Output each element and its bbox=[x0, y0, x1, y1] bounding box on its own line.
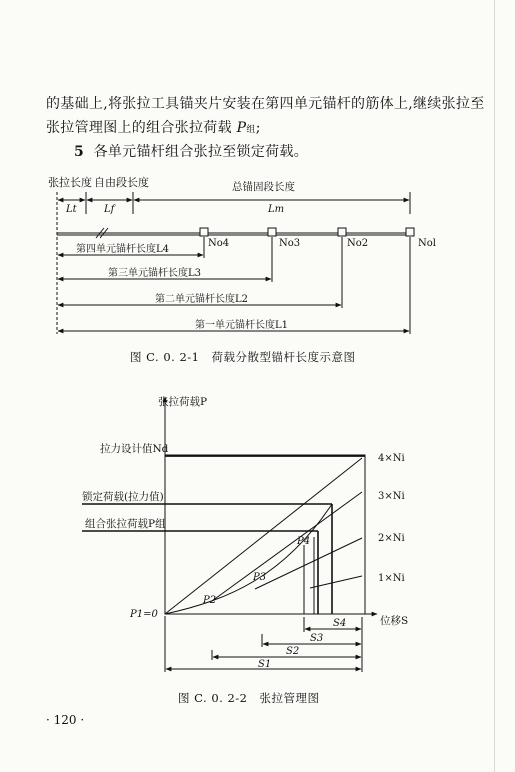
paragraph-text: 的基础上,将张拉工具锚夹片安装在第四单元锚杆的筋体上,继续张拉至张拉管理图上的组合张拉荷载 bbox=[46, 96, 485, 136]
y-axis-label: 张拉荷载P bbox=[158, 396, 208, 408]
line-label-4ni: 4×Ni bbox=[378, 453, 405, 464]
s3-label: S3 bbox=[310, 633, 324, 644]
anchor-node-1 bbox=[406, 228, 414, 236]
l2-label: 第二单元锚杆长度L2 bbox=[155, 294, 249, 305]
combined-load-label: 组合张拉荷载P组 bbox=[85, 518, 166, 530]
tension-length-label: 张拉长度 bbox=[48, 176, 92, 189]
line-label-1ni: 1×Ni bbox=[378, 573, 405, 584]
lf-label: Lf bbox=[104, 204, 115, 215]
line-3ni bbox=[212, 492, 362, 601]
l3-label: 第三单元锚杆长度L3 bbox=[108, 268, 202, 279]
s4-label: S4 bbox=[333, 618, 347, 629]
lt-label: Lt bbox=[66, 204, 77, 215]
s1-label: S1 bbox=[258, 659, 272, 670]
s2-label: S2 bbox=[286, 646, 300, 657]
figure-tension-chart bbox=[82, 395, 408, 672]
figure-anchor-length bbox=[48, 175, 436, 334]
point-p4: P4 bbox=[297, 536, 311, 547]
free-length-label: 自由段长度 bbox=[94, 176, 149, 189]
page-number: · 120 · bbox=[46, 713, 85, 727]
l1-label: 第一单元锚杆长度L1 bbox=[195, 320, 289, 331]
step-text: 各单元锚杆组合张拉至锁定荷载。 bbox=[93, 144, 309, 160]
combined-curve bbox=[165, 504, 332, 614]
node-label-nol: Nol bbox=[418, 238, 436, 249]
symbol-subscript: 组 bbox=[246, 125, 256, 135]
lm-label: Lm bbox=[268, 204, 285, 215]
paragraph-end: ; bbox=[255, 120, 261, 136]
anchor-node-3 bbox=[268, 228, 276, 236]
line-label-2ni: 2×Ni bbox=[378, 533, 405, 544]
line-label-3ni: 3×Ni bbox=[378, 491, 405, 502]
design-value-label: 拉力设计值Nd bbox=[100, 443, 169, 455]
l4-label: 第四单元锚杆长度L4 bbox=[76, 244, 170, 255]
node-label-no2: No2 bbox=[347, 238, 369, 249]
figure2-caption: 图 C. 0. 2-2 张拉管理图 bbox=[178, 691, 320, 705]
figure1-caption: 图 C. 0. 2-1 荷载分散型锚杆长度示意图 bbox=[130, 350, 356, 364]
anchor-node-2 bbox=[338, 228, 346, 236]
node-label-no3: No3 bbox=[279, 238, 301, 249]
symbol-p: P bbox=[236, 120, 247, 136]
point-p2: P2 bbox=[203, 595, 217, 606]
node-label-no4: No4 bbox=[208, 238, 230, 249]
anchor-length-label: 总锚固段长度 bbox=[232, 181, 295, 193]
lock-load-label: 锁定荷载(拉力值) bbox=[82, 491, 164, 503]
anchor-node-4 bbox=[200, 228, 208, 236]
origin-label: P1=0 bbox=[130, 609, 158, 620]
point-p3: P3 bbox=[253, 572, 267, 583]
step-number: 5 bbox=[74, 144, 85, 160]
x-axis-label: 位移S bbox=[380, 615, 409, 627]
